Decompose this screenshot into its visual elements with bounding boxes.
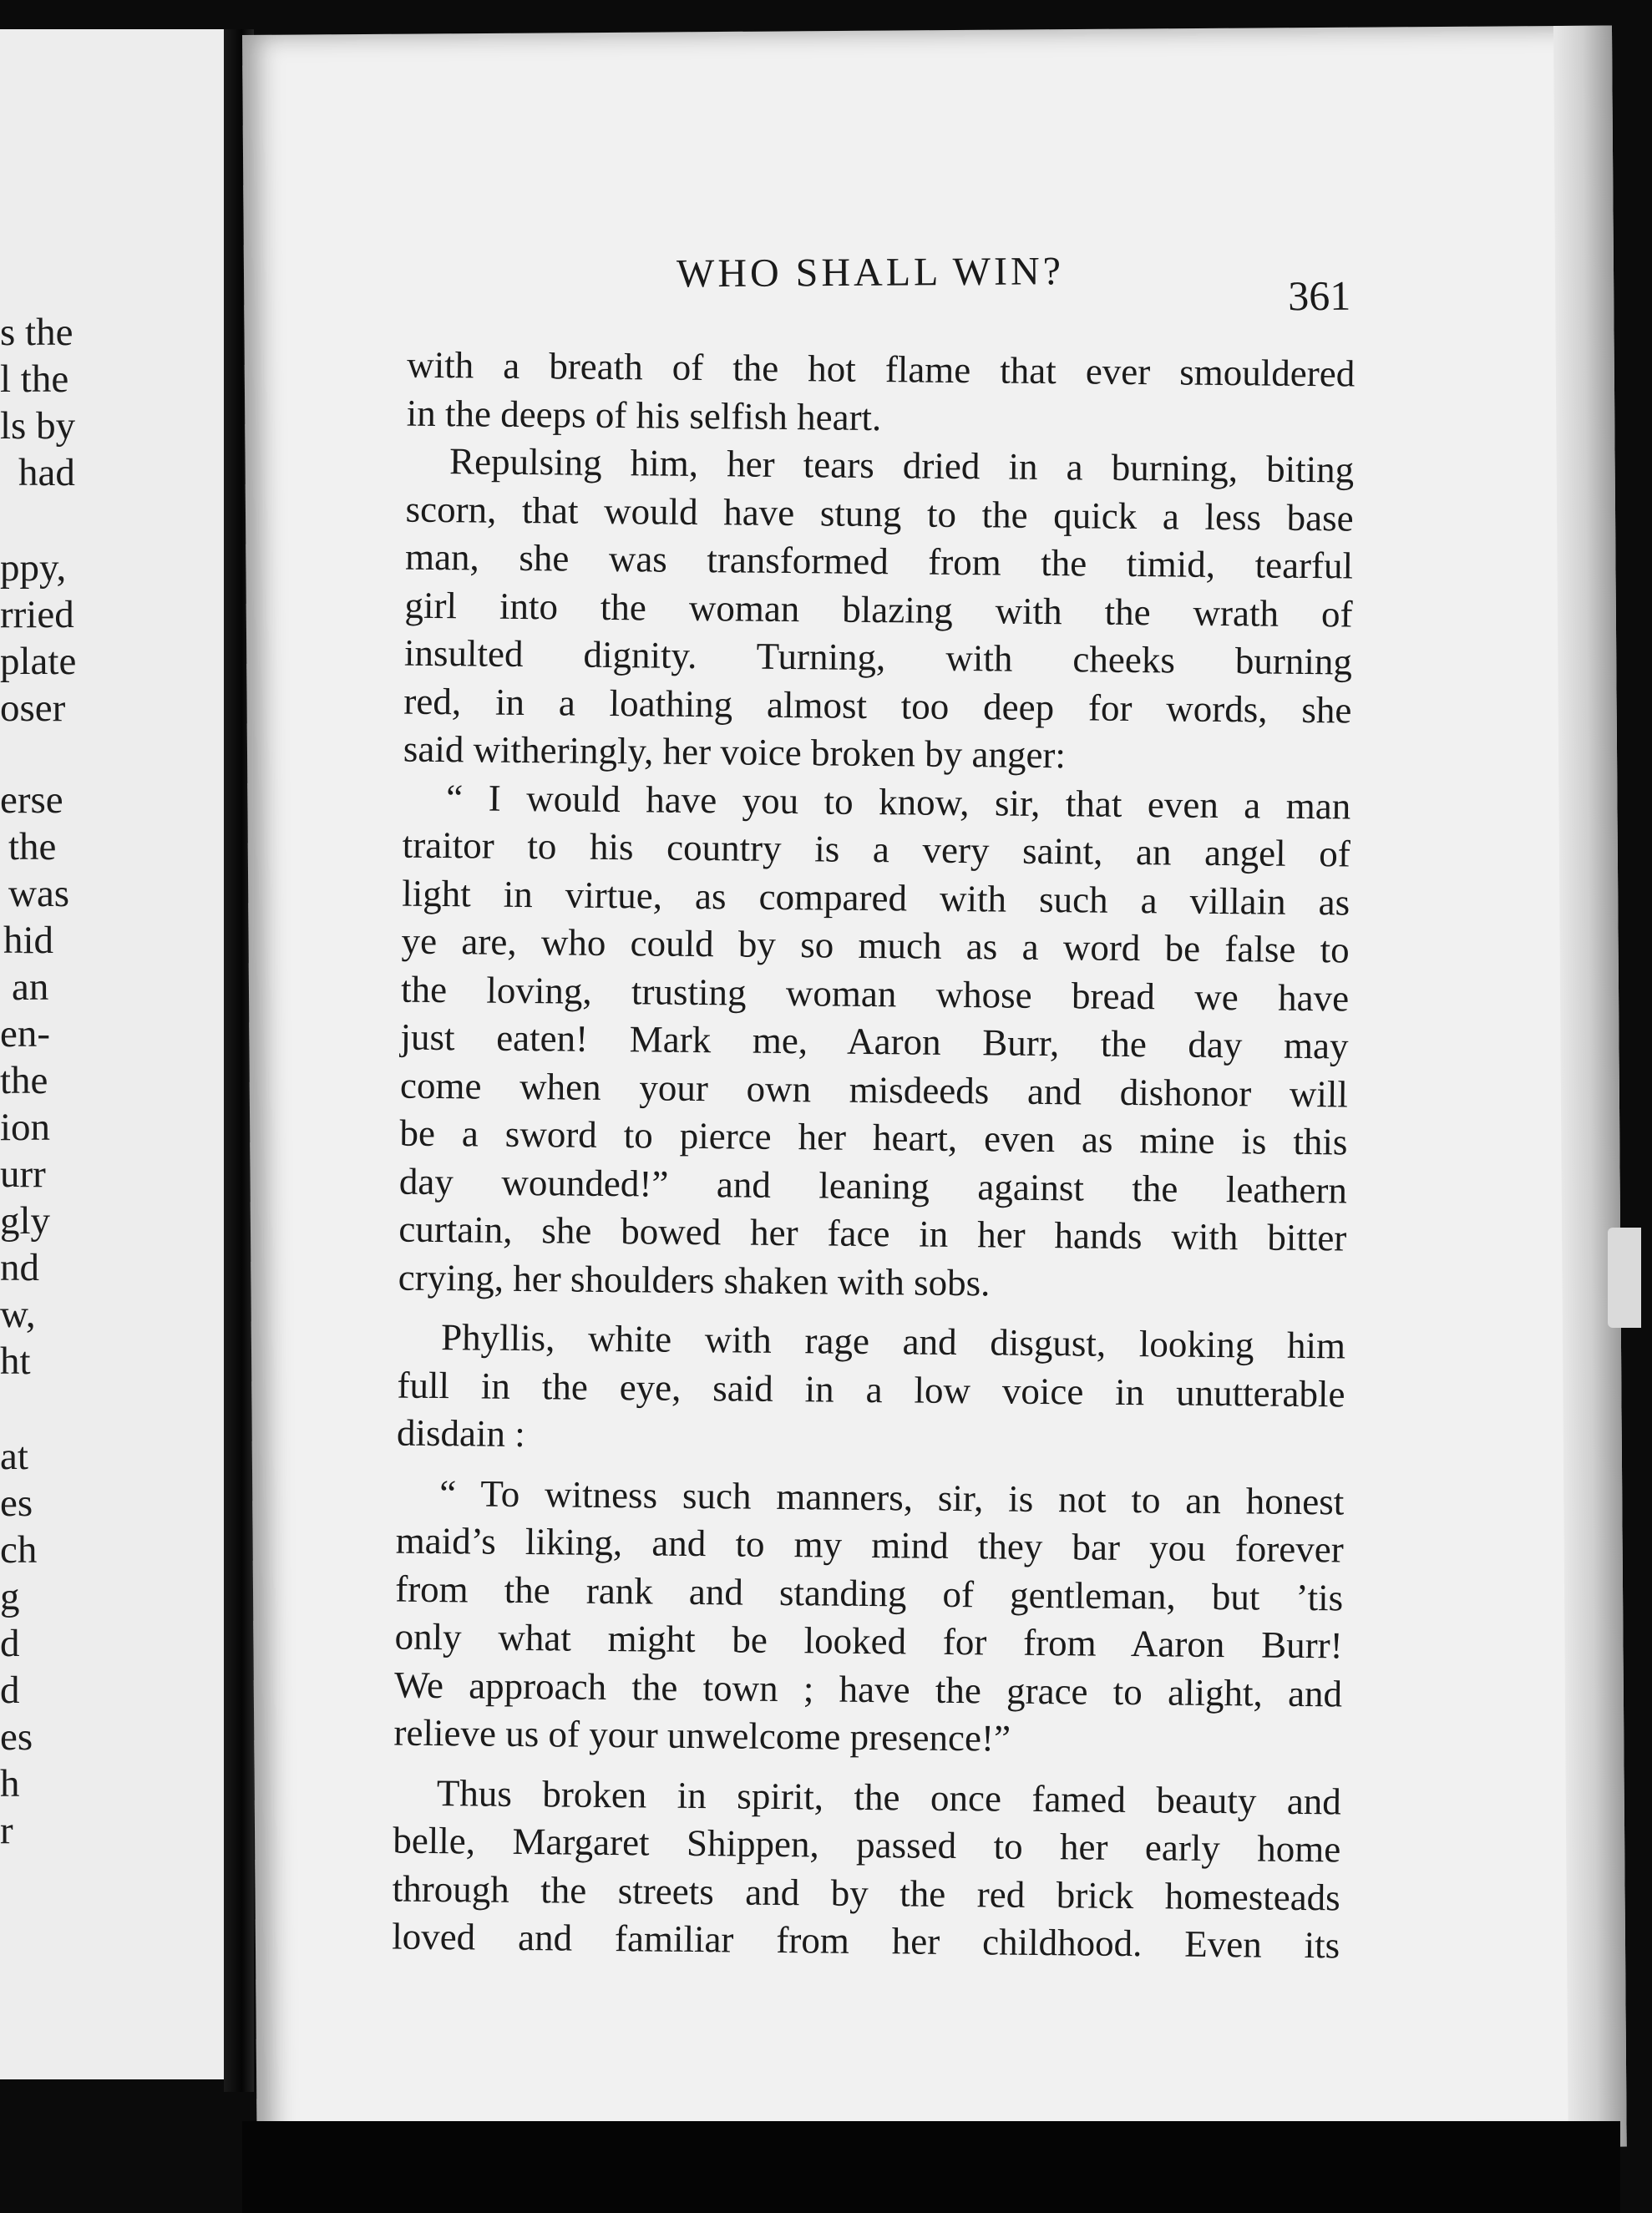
text-line: red, in a loathing almost too deep for words, she [403, 680, 1352, 732]
text-line: from the rank and standing of gentleman, but ’tis [394, 1567, 1344, 1618]
left-fragment: at [0, 1435, 28, 1478]
left-fragment: en- [0, 1012, 51, 1056]
text-line: be a sword to pierce her heart, even as mine is this [399, 1112, 1348, 1163]
left-fragment: w, [0, 1293, 36, 1336]
left-fragment: urr [0, 1152, 46, 1196]
left-fragment: plate [0, 640, 77, 683]
text-line: light in virtue, as compared with such a villain as [401, 872, 1350, 923]
left-fragment: es [0, 1715, 33, 1759]
left-fragment: ls by [0, 404, 76, 448]
text-line: curtain, she bowed her face in her hands with bitter [398, 1208, 1347, 1259]
text-line: Phyllis, white with rage and disgust, looking him [440, 1316, 1346, 1367]
page-number: 361 [1288, 271, 1351, 320]
left-fragment: ion [0, 1106, 51, 1149]
left-fragment: r [0, 1809, 13, 1852]
text-line: girl into the woman blazing with the wrath of [404, 584, 1353, 636]
page-clip-mark [1608, 1228, 1641, 1328]
body-text [392, 342, 1356, 1970]
text-line: said witheringly, her voice broken by anger: [403, 727, 1067, 777]
text-line: scorn, that would have stung to the quick a less base [405, 488, 1354, 539]
left-fragment: ht [0, 1339, 31, 1383]
text-line: crying, her shoulders shaken with sobs. [398, 1256, 991, 1304]
text-line: We approach the town ; have the grace to alight, and [393, 1664, 1343, 1714]
book-page [242, 26, 1627, 2156]
left-fragment: gly [0, 1199, 51, 1243]
left-fragment: an [12, 965, 49, 1009]
text-line: Thus broken in spirit, the once famed beauty and [436, 1771, 1342, 1822]
left-fragment: ppy, [0, 546, 67, 590]
left-fragment: erse [0, 778, 63, 822]
text-line: only what might be looked for from Aaron Burr! [394, 1615, 1343, 1667]
left-fragment: d [0, 1669, 20, 1712]
page-edge [1553, 26, 1627, 2147]
text-line: maid’s liking, and to my mind they bar you forever [395, 1519, 1344, 1571]
left-fragment: nd [0, 1246, 39, 1289]
text-line: “ I would have you to know, sir, that even a man [446, 776, 1351, 827]
text-line: ye are, who could by so much as a word be false to [401, 919, 1350, 971]
left-fragment: was [8, 872, 70, 915]
text-line: disdain : [396, 1411, 526, 1456]
left-fragment: ch [0, 1528, 38, 1572]
running-head: WHO SHALL WIN? [676, 249, 1065, 296]
left-fragment: the [0, 1059, 48, 1102]
text-line: come when your own misdeeds and dishonor will [399, 1064, 1349, 1115]
left-fragment: d [0, 1622, 20, 1665]
left-fragment: h [0, 1762, 20, 1805]
previous-page [0, 29, 234, 2079]
text-line: day wounded!” and leaning against the leathern [398, 1160, 1348, 1211]
text-line: in the deeps of his selfish heart. [406, 392, 882, 438]
left-fragment: es [0, 1481, 33, 1525]
left-fragment: oser [0, 686, 66, 730]
text-line: loved and familiar from her childhood. Even its [391, 1915, 1340, 1967]
text-line: traitor to his country is a very saint, an angel of [402, 823, 1350, 875]
left-fragment: g [0, 1575, 20, 1618]
text-line: full in the eye, said in a low voice in unutterable [397, 1364, 1345, 1415]
text-line: the loving, trusting woman whose bread we have [400, 968, 1350, 1019]
text-line: insulted dignity. Turning, with cheeks burning [403, 631, 1353, 683]
text-line: man, she was transformed from the timid, tearful [404, 535, 1354, 587]
left-fragment: s the [0, 311, 73, 354]
text-line: Repulsing him, her tears dried in a burning, biting [448, 440, 1355, 491]
left-fragment: rried [0, 593, 74, 636]
text-line: belle, Margaret Shippen, passed to her early home [393, 1819, 1341, 1871]
text-line: just eaten! Mark me, Aaron Burr, the day may [400, 1015, 1349, 1067]
left-fragment: hid [3, 919, 54, 962]
left-fragment: l the [0, 357, 69, 401]
scan-background [242, 2121, 1620, 2213]
text-line: relieve us of your unwelcome presence!” [393, 1711, 1011, 1760]
left-fragment: had [18, 451, 75, 494]
left-fragment: the [8, 825, 57, 868]
text-line: with a breath of the hot flame that ever smouldered [407, 343, 1356, 395]
text-line: through the streets and by the red brick homesteads [392, 1867, 1340, 1918]
text-line: “ To witness such manners, sir, is not to an honest [439, 1471, 1345, 1522]
